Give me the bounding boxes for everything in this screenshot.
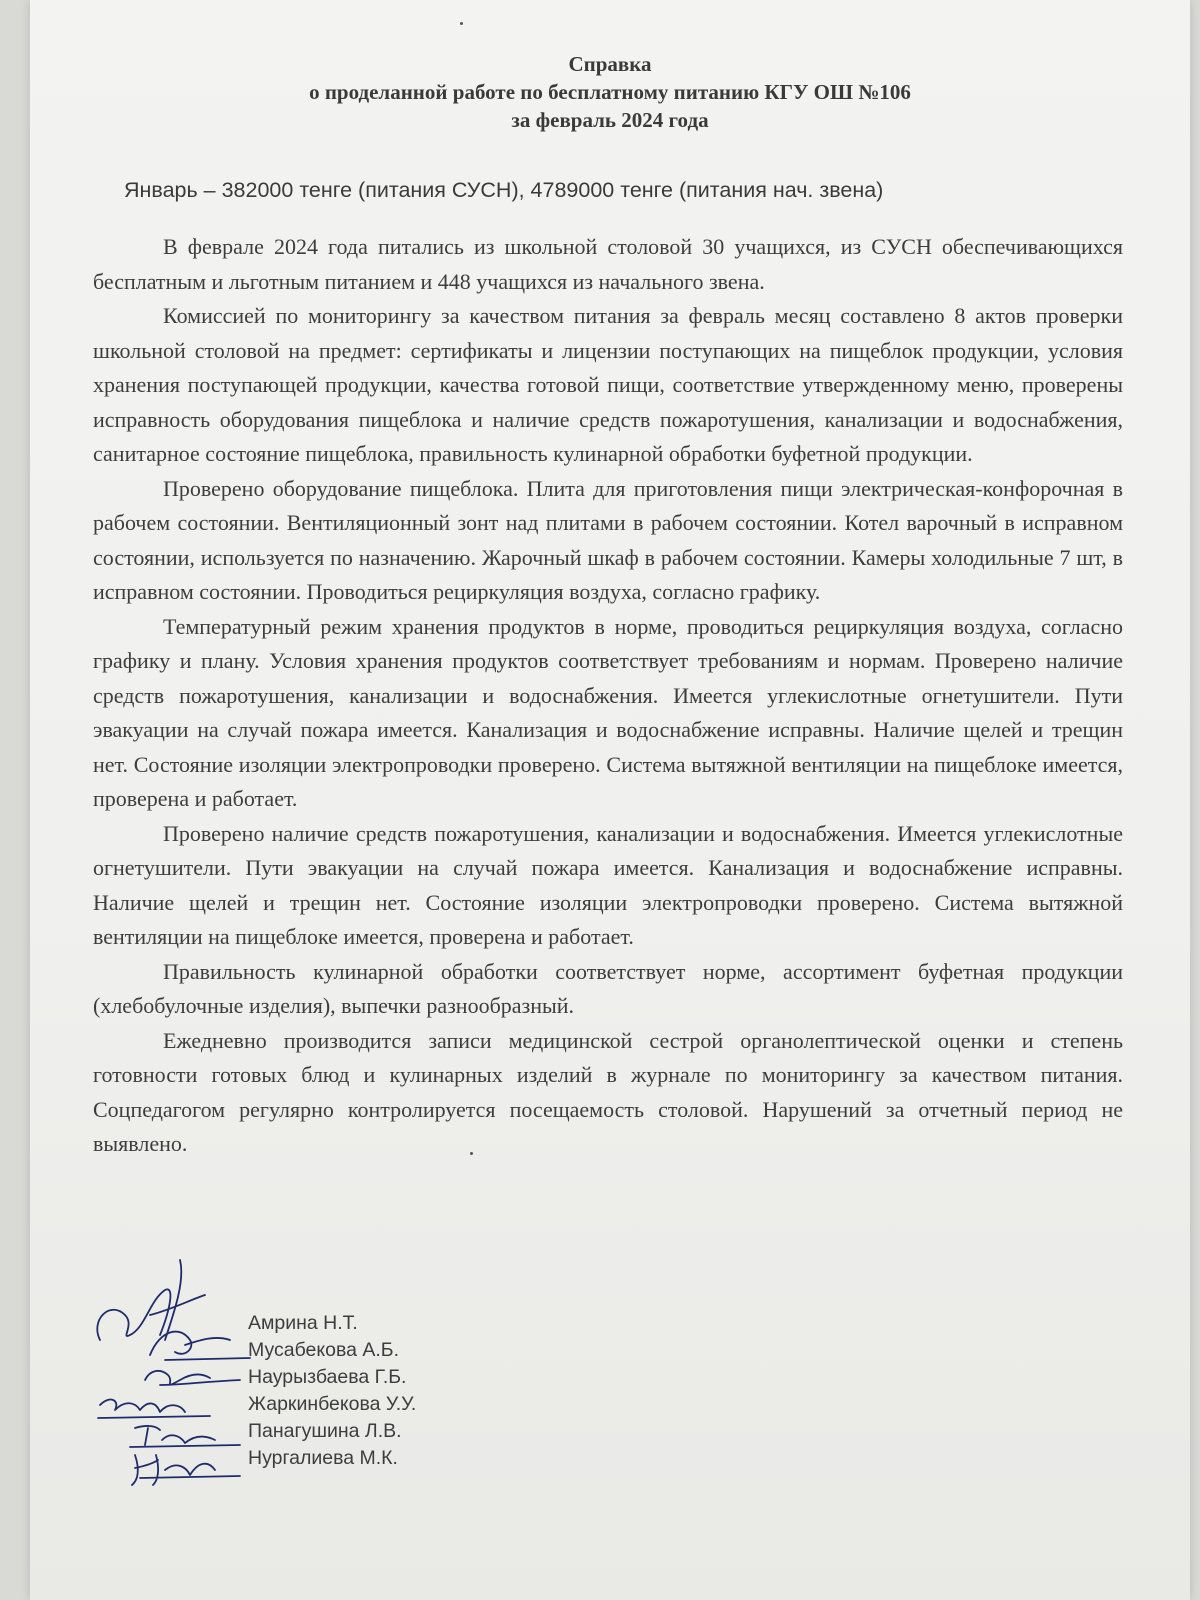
paragraph: Правильность кулинарной обработки соответствует норме, ассортимент буфетная продукции (хлебобулочные изделия), выпечки разнообразный.	[93, 958, 1123, 1018]
handwritten-signatures	[90, 1240, 260, 1500]
document-title: Справка	[568, 52, 652, 76]
paragraph: Температурный режим хранения продуктов в норме, проводиться рециркуляция воздуха, согласно графику и плану. Условия хранения продуктов соответствует требованиям и нормам. Проверено наличие средств пожаротушения, канализации и водоснабжения. Имеется углекислотные огнетушители. Пути эвакуации на случай пожара имеется. Канализация и водоснабжение исправны. Наличие щелей и трещин нет. Состояние изоляции электропроводки проверено. Система вытяжной вентиляции на пищеблоке имеется, проверена и работает.	[93, 613, 1123, 811]
paragraph: Проверено оборудование пищеблока. Плита для приготовления пищи электрическая-конфорочная в рабочем состоянии. Вентиляционный зонт над плитами в рабочем состоянии. Котел варочный в исправном состоянии, используется по назначению. Жарочный шкаф в рабочем состоянии. Камеры холодильные 7 шт, в исправном состоянии. Проводиться рециркуляция воздуха, согласно графику.	[93, 475, 1123, 604]
funding-summary: Январь – 382000 тенге (питания СУСН), 4789000 тенге (питания нач. звена)	[124, 178, 884, 202]
signatory-name: Нургалиева М.К.	[248, 1447, 398, 1469]
paragraph: Проверено наличие средств пожаротушения, канализации и водоснабжения. Имеется углекислотные огнетушители. Пути эвакуации на случай пожара имеется. Канализация и водоснабжение исправны. Наличие щелей и трещин нет. Состояние изоляции электропроводки проверено. Система вытяжной вентиляции на пищеблоке имеется, проверена и работает.	[93, 820, 1123, 949]
speck	[470, 1152, 473, 1155]
document-subtitle: о проделанной работе по бесплатному питанию КГУ ОШ №106	[309, 80, 911, 104]
document-period: за февраль 2024 года	[511, 108, 709, 132]
signatory-name: Мусабекова А.Б.	[248, 1339, 400, 1361]
speck	[460, 22, 463, 25]
paragraph: Ежедневно производится записи медицинской сестрой органолептической оценки и степень готовности готовых блюд и кулинарных изделий в журнале по мониторингу за качеством питания. Соцпедагогом регулярно контролируется посещаемость столовой. Нарушений за отчетный период не выявлено.	[93, 1027, 1123, 1156]
paragraph: В феврале 2024 года питались из школьной столовой 30 учащихся, из СУСН обеспечивающихся бесплатным и льготным питанием и 448 учащихся из начального звена.	[93, 234, 1123, 294]
signatures-block	[90, 1240, 490, 1500]
signatory-name: Панагушина Л.В.	[248, 1420, 402, 1442]
document-page	[30, 0, 1190, 1600]
paragraph: Комиссией по мониторингу за качеством питания за февраль месяц составлено 8 актов проверки школьной столовой на предмет: сертификаты и лицензии поступающих на пищеблок продукции, условия хранения поступающей продукции, качества готовой пищи, соответствие утвержденному меню, проверены исправность оборудования пищеблока и наличие средств пожаротушения, канализации и водоснабжения, санитарное состояние пищеблока, правильность кулинарной обработки буфетной продукции.	[93, 303, 1123, 466]
report-body	[93, 230, 1123, 1162]
document-header	[30, 50, 1190, 134]
signatory-name: Наурызбаева Г.Б.	[248, 1366, 407, 1388]
signatory-name: Амрина Н.Т.	[248, 1312, 358, 1334]
signatory-name: Жаркинбекова У.У.	[248, 1393, 417, 1415]
